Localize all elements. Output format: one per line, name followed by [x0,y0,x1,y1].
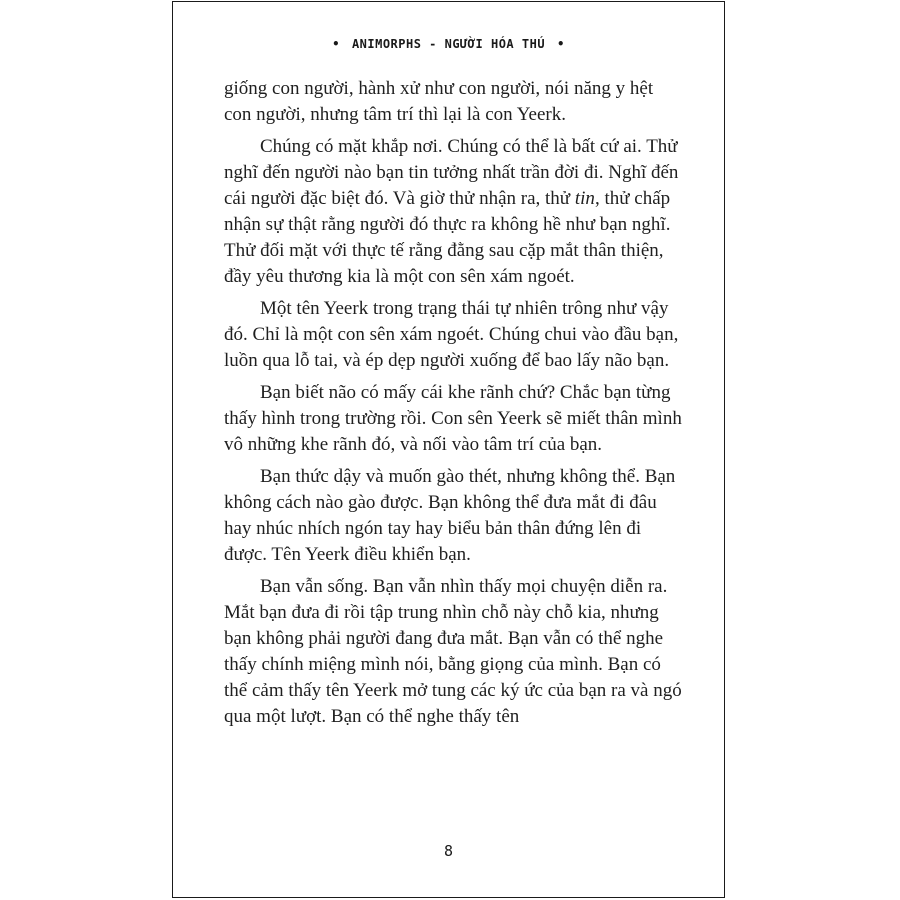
running-header [173,37,724,51]
book-page [172,1,725,898]
paragraph-3: Một tên Yeerk trong trạng thái tự nhiên trông như vậy đó. Chỉ là một con sên xám ngoét. Chúng chui vào đầu bạn, luồn qua lỗ tai, và ép dẹp người xuống để bao lấy não bạn. [224,298,679,371]
paragraph-2 [224,134,684,290]
book-title: ANIMORPHS - NGƯỜI HÓA THÚ [351,37,546,51]
emphasis-tin: tin [574,188,595,209]
header-bullet-right: • [557,37,565,51]
paragraph-2-part-a: Chúng có mặt khắp nơi. Chúng có thể là bất cứ ai. Thử nghĩ đến người nào bạn tin tưởng nhất trần đời đi. Nghĩ đến cái người đặc biệt đó. Và giờ thử nhận ra, thử [224,136,679,209]
paragraph-5: Bạn thức dậy và muốn gào thét, nhưng không thể. Bạn không cách nào gào được. Bạn không thể đưa mắt đi đâu hay nhúc nhích ngón tay hay biểu bản thân đứng lên đi được. Tên Yeerk điều khiển bạn. [224,466,676,565]
paragraph-4: Bạn biết não có mấy cái khe rãnh chứ? Chắc bạn từng thấy hình trong trường rồi. Con sên Yeerk sẽ miết thân mình vô những khe rãnh đó, và nối vào tâm trí của bạn. [224,382,682,455]
paragraph-6: Bạn vẫn sống. Bạn vẫn nhìn thấy mọi chuyện diễn ra. Mắt bạn đưa đi rồi tập trung nhìn chỗ này chỗ kia, nhưng bạn không phải người đang đưa mắt. Bạn vẫn có thể nghe thấy chính miệng mình nói, bằng giọng của mình. Bạn có thể cảm thấy tên Yeerk mở tung các ký ức của bạn ra và ngó qua một lượt. Bạn có thể nghe thấy tên [224,576,682,727]
header-bullet-left: • [332,37,340,51]
paragraph-1: giống con người, hành xử như con người, nói năng y hệt con người, nhưng tâm trí thì lại là con Yeerk. [224,78,654,125]
page-number: 8 [443,842,454,860]
paragraph-2-part-b: , thử chấp nhận sự thật rằng người đó thực ra không hề như bạn nghĩ. Thử đối mặt với thực tế rằng đằng sau cặp mắt thân thiện, đầy yêu thương kia là một con sên xám ngoét. [224,188,671,287]
page-body [224,76,684,730]
